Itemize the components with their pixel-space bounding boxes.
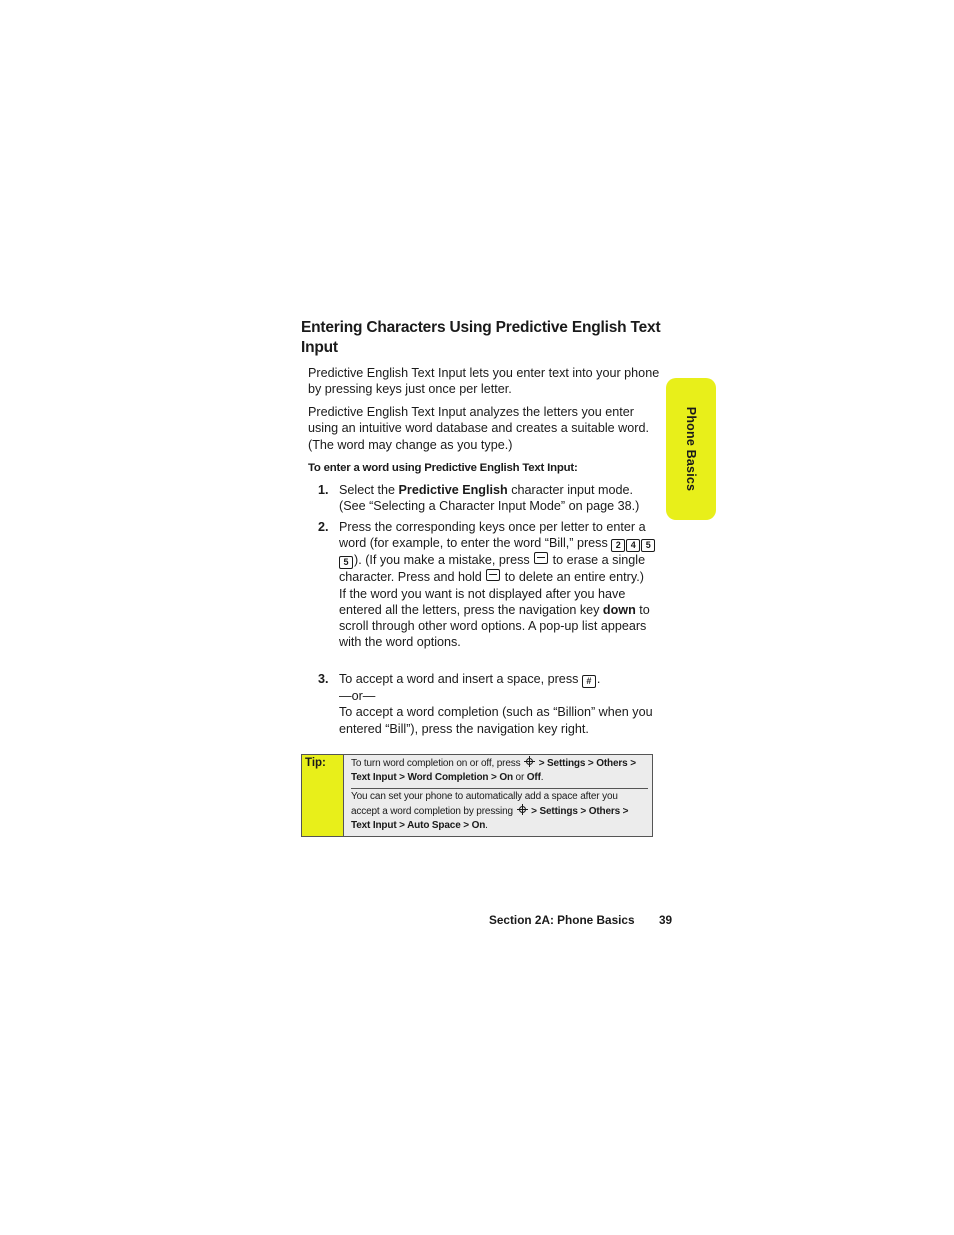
tip-text-part: . bbox=[540, 772, 544, 783]
navigation-key-icon bbox=[524, 756, 535, 767]
step-text-part: ). (If you make a mistake, press bbox=[354, 553, 534, 568]
tip-text-part: To turn word completion on or off, press bbox=[351, 758, 524, 769]
step-number: 1. bbox=[318, 483, 329, 497]
page-number: 39 bbox=[659, 913, 673, 927]
side-tab-label: Phone Basics bbox=[684, 406, 698, 492]
key-5-icon: 5 bbox=[339, 556, 353, 569]
menu-path: > Settings > Others > Text Input > Word Completion > On bbox=[351, 758, 636, 783]
section-side-tab bbox=[666, 378, 716, 520]
footer-section-title: Section 2A: Phone Basics bbox=[489, 913, 635, 927]
step-text bbox=[339, 671, 659, 737]
step-text-part: To accept a word and insert a space, press bbox=[339, 672, 582, 686]
key-4-icon: 4 bbox=[626, 539, 640, 552]
step-text bbox=[339, 519, 659, 651]
tip-text-part: or bbox=[512, 772, 527, 783]
tip-content bbox=[344, 755, 652, 836]
step-text-part: Select the bbox=[339, 483, 399, 497]
mode-name: Predictive English bbox=[398, 483, 508, 497]
tip-item-auto-space bbox=[351, 790, 648, 833]
menu-option: Off bbox=[526, 772, 541, 783]
step-number: 2. bbox=[318, 520, 329, 534]
key-2-icon: 2 bbox=[611, 539, 625, 552]
tip-item-word-completion bbox=[351, 756, 648, 785]
menu-path: > Settings > Others > Text Input > Auto Space > On bbox=[351, 806, 629, 831]
direction-down: down bbox=[602, 602, 636, 617]
tip-label-cell bbox=[302, 755, 344, 836]
step-text bbox=[339, 482, 659, 515]
tip-label: Tip: bbox=[305, 757, 326, 769]
intro-paragraph: Predictive English Text Input lets you enter text into your phone by pressing keys just once per letter. bbox=[308, 366, 660, 397]
description-paragraph: Predictive English Text Input analyzes the letters you enter using an intuitive word database and creates a suitable word. (The word may change as you type.) bbox=[308, 405, 649, 452]
page-title: Entering Characters Using Predictive English Text Input bbox=[301, 319, 661, 356]
step-text-part: . bbox=[596, 672, 601, 686]
step-text-part: to delete an entire entry.) bbox=[501, 570, 644, 585]
or-separator: —or— bbox=[339, 689, 376, 703]
navigation-key-icon bbox=[517, 804, 528, 815]
procedure-heading: To enter a word using Predictive English Text Input: bbox=[308, 462, 578, 474]
back-key-icon bbox=[534, 552, 548, 564]
key-5-icon: 5 bbox=[641, 539, 655, 552]
tip-divider bbox=[351, 788, 648, 789]
pound-key-icon: # bbox=[582, 675, 596, 688]
tip-box bbox=[301, 754, 653, 837]
back-key-icon bbox=[486, 569, 500, 581]
step-text-part: to erase a single character. Press and hold bbox=[339, 553, 646, 585]
step-text-part: If the word you want is not displayed after you have entered all the letters, press the navigation key bbox=[339, 586, 626, 617]
step-text-part: character input mode. (See “Selecting a Character Input Mode” on page 38.) bbox=[339, 483, 640, 514]
alternative-instruction: To accept a word completion (such as “Billion” when you entered “Bill”), press the navigation key right. bbox=[339, 705, 653, 736]
step-text-part: Press the corresponding keys once per letter to enter a word (for example, to enter the word “Bill,” press bbox=[339, 520, 646, 551]
tip-text-part: You can set your phone to automatically add a space after you accept a word completion by pressing bbox=[351, 791, 618, 817]
tip-text-part: . bbox=[485, 820, 488, 831]
step-number: 3. bbox=[318, 672, 329, 686]
step-text-part: to scroll through other word options. A pop-up list appears with the word options. bbox=[339, 602, 650, 650]
